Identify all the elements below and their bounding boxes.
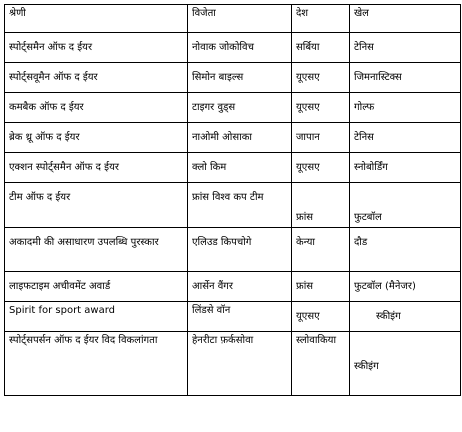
winner-cell: सिमोन बाइल्स [188, 63, 292, 93]
country-cell: यूएसए [292, 302, 350, 332]
header-category: श्रेणी [5, 5, 188, 33]
category-cell: स्पोर्ट्समैन ऑफ द ईयर [5, 33, 188, 63]
table-row [5, 33, 461, 63]
category-cell: स्पोर्ट्सवूमैन ऑफ द ईयर [5, 63, 188, 93]
country-cell: यूएसए [292, 93, 350, 123]
country-cell: फ्रांस [292, 183, 350, 228]
winner-cell: क्लो किम [188, 153, 292, 183]
header-sport: खेल [350, 5, 461, 33]
sport-cell: स्कीइंग [350, 302, 461, 332]
table-header-row [5, 5, 461, 33]
category-cell: एक्शन स्पोर्ट्समैन ऑफ द ईयर [5, 153, 188, 183]
winner-cell: नोवाक जोकोविच [188, 33, 292, 63]
winner-cell: हेनरीटा फ़र्कसोवा [188, 332, 292, 396]
category-cell: ब्रेक थ्रू ऑफ द ईयर [5, 123, 188, 153]
winner-cell: फ्रांस विश्व कप टीम [188, 183, 292, 228]
country-cell: स्लोवाकिया [292, 332, 350, 396]
country-cell: यूएसए [292, 153, 350, 183]
awards-table [4, 4, 461, 396]
sport-cell: टेनिस [350, 123, 461, 153]
country-cell: यूएसए [292, 63, 350, 93]
sport-cell: टेनिस [350, 33, 461, 63]
table-row [5, 272, 461, 302]
category-cell: टीम ऑफ द ईयर [5, 183, 188, 228]
table-row [5, 302, 461, 332]
table-row [5, 123, 461, 153]
country-cell: फ्रांस [292, 272, 350, 302]
category-cell: Spirit for sport award [5, 302, 188, 332]
header-country: देश [292, 5, 350, 33]
table-row [5, 63, 461, 93]
sport-cell: जिमनास्टिक्स [350, 63, 461, 93]
winner-cell: एलिउड किपचोगे [188, 228, 292, 272]
category-cell: स्पोर्ट्सपर्सन ऑफ द ईयर विद विकलांगता [5, 332, 188, 396]
sport-cell: स्नोबोर्डिंग [350, 153, 461, 183]
winner-cell: टाइगर वुड्स [188, 93, 292, 123]
country-cell: केन्या [292, 228, 350, 272]
winner-cell: लिंडसे वॉन [188, 302, 292, 332]
category-cell: कमबैक ऑफ द ईयर [5, 93, 188, 123]
category-cell: लाइफटाइम अचीवमेंट अवार्ड [5, 272, 188, 302]
sport-cell: फुटबॉल (मैनेजर) [350, 272, 461, 302]
table-row [5, 153, 461, 183]
table-row [5, 332, 461, 396]
sport-cell: स्कीइंग [350, 332, 461, 396]
table-row [5, 93, 461, 123]
country-cell: सर्बिया [292, 33, 350, 63]
table-row [5, 183, 461, 228]
country-cell: जापान [292, 123, 350, 153]
winner-cell: नाओमी ओसाका [188, 123, 292, 153]
table-row [5, 228, 461, 272]
category-cell: अकादमी की असाधारण उपलब्धि पुरस्कार [5, 228, 188, 272]
awards-table-container [4, 4, 460, 426]
sport-cell: गोल्फ [350, 93, 461, 123]
sport-cell: फुटबॉल [350, 183, 461, 228]
winner-cell: आर्सेन वैंगर [188, 272, 292, 302]
header-winner: विजेता [188, 5, 292, 33]
sport-cell: दौड [350, 228, 461, 272]
